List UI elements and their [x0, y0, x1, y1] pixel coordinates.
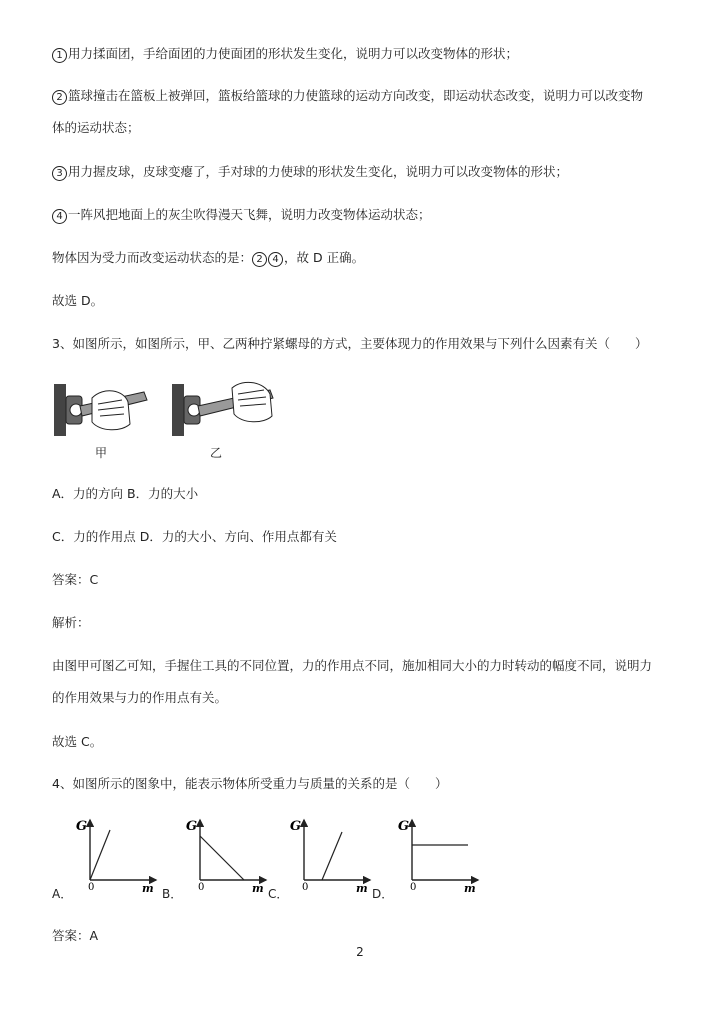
item-2-continued: 体的运动状态；: [52, 120, 140, 135]
item-1: [52, 46, 518, 63]
q3-options-cd: C．力的作用点 D．力的大小、方向、作用点都有关: [52, 529, 337, 544]
axis-label-g: G: [186, 819, 198, 834]
item-4: [52, 207, 431, 224]
origin-label: 0: [410, 882, 417, 893]
q3-analysis-label: 解析：: [52, 615, 90, 630]
item-text: 用力揉面团，手给面团的力使面团的形状发生变化，说明力可以改变物体的形状；: [68, 46, 519, 61]
circled-number: 3: [52, 166, 67, 181]
origin-label: 0: [198, 882, 205, 893]
q3-answer: 答案：C: [52, 572, 99, 587]
q3-analysis-line-2: 的作用效果与力的作用点有关。: [52, 690, 228, 705]
choose-d: 故选 D。: [52, 293, 104, 308]
item-text: 一阵风把地面上的灰尘吹得漫天飞舞，说明力改变物体运动状态；: [68, 207, 431, 222]
summary-prefix: 物体因为受力而改变运动状态的是：: [52, 250, 253, 265]
axis-label-g: G: [398, 819, 410, 834]
q3-analysis-line-1: 由图甲可图乙可知，手握住工具的不同位置，力的作用点不同，施加相同大小的力时转动的幅度不同，说明力: [52, 658, 653, 673]
summary-suffix: ，故 D 正确。: [284, 250, 365, 265]
graph-label-a: A．: [52, 887, 73, 901]
circled-number: 2: [52, 90, 67, 105]
wrench-jia-illustration: [54, 384, 147, 436]
axis-label-g: G: [290, 819, 302, 834]
axis-label-g: G: [76, 819, 88, 834]
page-number: 2: [356, 945, 364, 959]
q4-answer: 答案：A: [52, 928, 99, 943]
wrench-yi-illustration: [172, 382, 273, 436]
axis-label-m: m: [356, 882, 368, 894]
circled-number: 2: [252, 252, 267, 267]
q3-choose: 故选 C。: [52, 734, 103, 749]
circled-number: 4: [268, 252, 283, 267]
summary-line: [52, 250, 364, 267]
item-text: 篮球撞击在篮板上被弹回，篮板给篮球的力使篮球的运动方向改变，即运动状态改变，说明力可以改变物: [68, 88, 644, 103]
axis-label-m: m: [142, 882, 154, 894]
origin-label: 0: [302, 882, 309, 893]
item-3: [52, 164, 568, 181]
circled-number: 1: [52, 48, 67, 63]
graph-label-b: B．: [162, 887, 183, 901]
origin-label: 0: [88, 882, 95, 893]
axis-label-m: m: [252, 882, 264, 894]
q4-title: 4、如图所示的图象中，能表示物体所受重力与质量的关系的是（ ）: [52, 776, 448, 791]
figure-label-yi: 乙: [210, 446, 223, 460]
graph-label-d: D．: [372, 887, 394, 901]
graph-d: [394, 814, 484, 894]
item-2: [52, 88, 643, 105]
circled-number: 4: [52, 209, 67, 224]
q3-title: 3、如图所示，如图所示，甲、乙两种拧紧螺母的方式，主要体现力的作用效果与下列什么因素有关（ ）: [52, 336, 648, 351]
figure-label-jia: 甲: [95, 446, 108, 460]
axis-label-m: m: [464, 882, 476, 894]
graph-c: [286, 814, 376, 894]
graph-label-c: C．: [268, 887, 289, 901]
graph-a: [72, 814, 162, 894]
item-text: 用力握皮球，皮球变瘪了，手对球的力使球的形状发生变化，说明力可以改变物体的形状；: [68, 164, 569, 179]
wrench-figure: [52, 376, 282, 442]
q3-options-ab: A．力的方向 B．力的大小: [52, 486, 199, 501]
graph-b: [182, 814, 272, 894]
